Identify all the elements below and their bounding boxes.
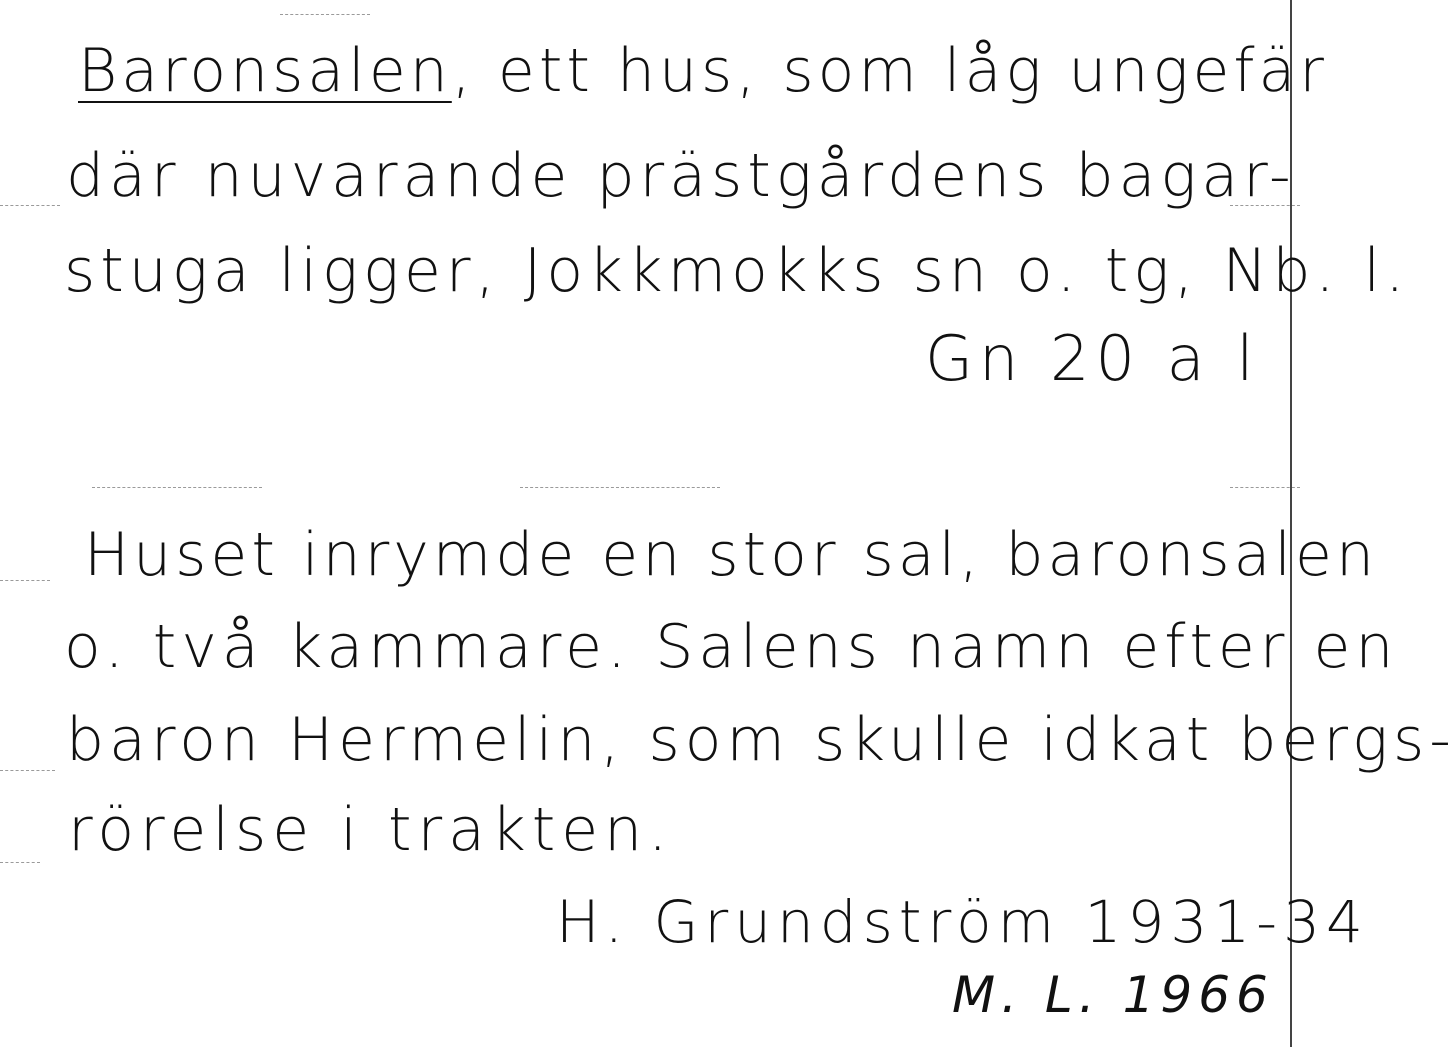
scan-artifact-line [0, 770, 55, 772]
scan-artifact-line [0, 205, 60, 207]
collector-signature: H. Grundström 1931-34 [556, 888, 1369, 956]
scan-artifact-line [0, 580, 50, 582]
scan-artifact-line [280, 14, 370, 16]
text-line-5: Huset inrymde en stor sal, baronsalen [84, 520, 1378, 590]
headword: Baronsalen [78, 36, 452, 106]
text-line-1 [78, 36, 1328, 106]
scan-artifact-line [0, 862, 40, 864]
text-line-3: stuga ligger, Jokkmokks sn o. tg, Nb. l. [64, 236, 1410, 306]
text-line-8: rörelse i trakten. [68, 795, 674, 865]
text-line-7: baron Hermelin, som skulle idkat bergs- [66, 705, 1456, 775]
text-line-6: o. två kammare. Salens namn efter en [64, 612, 1399, 682]
text-line-2: där nuvarande prästgårdens bagar- [66, 141, 1296, 211]
transcriber-signature: M. L. 1966 [952, 966, 1274, 1024]
scan-artifact-line [520, 487, 720, 489]
reference-code: Gn 20 a l [925, 322, 1260, 395]
text-line-1-rest: , ett hus, som låg ungefär [451, 36, 1328, 106]
scan-artifact-line [92, 487, 262, 489]
